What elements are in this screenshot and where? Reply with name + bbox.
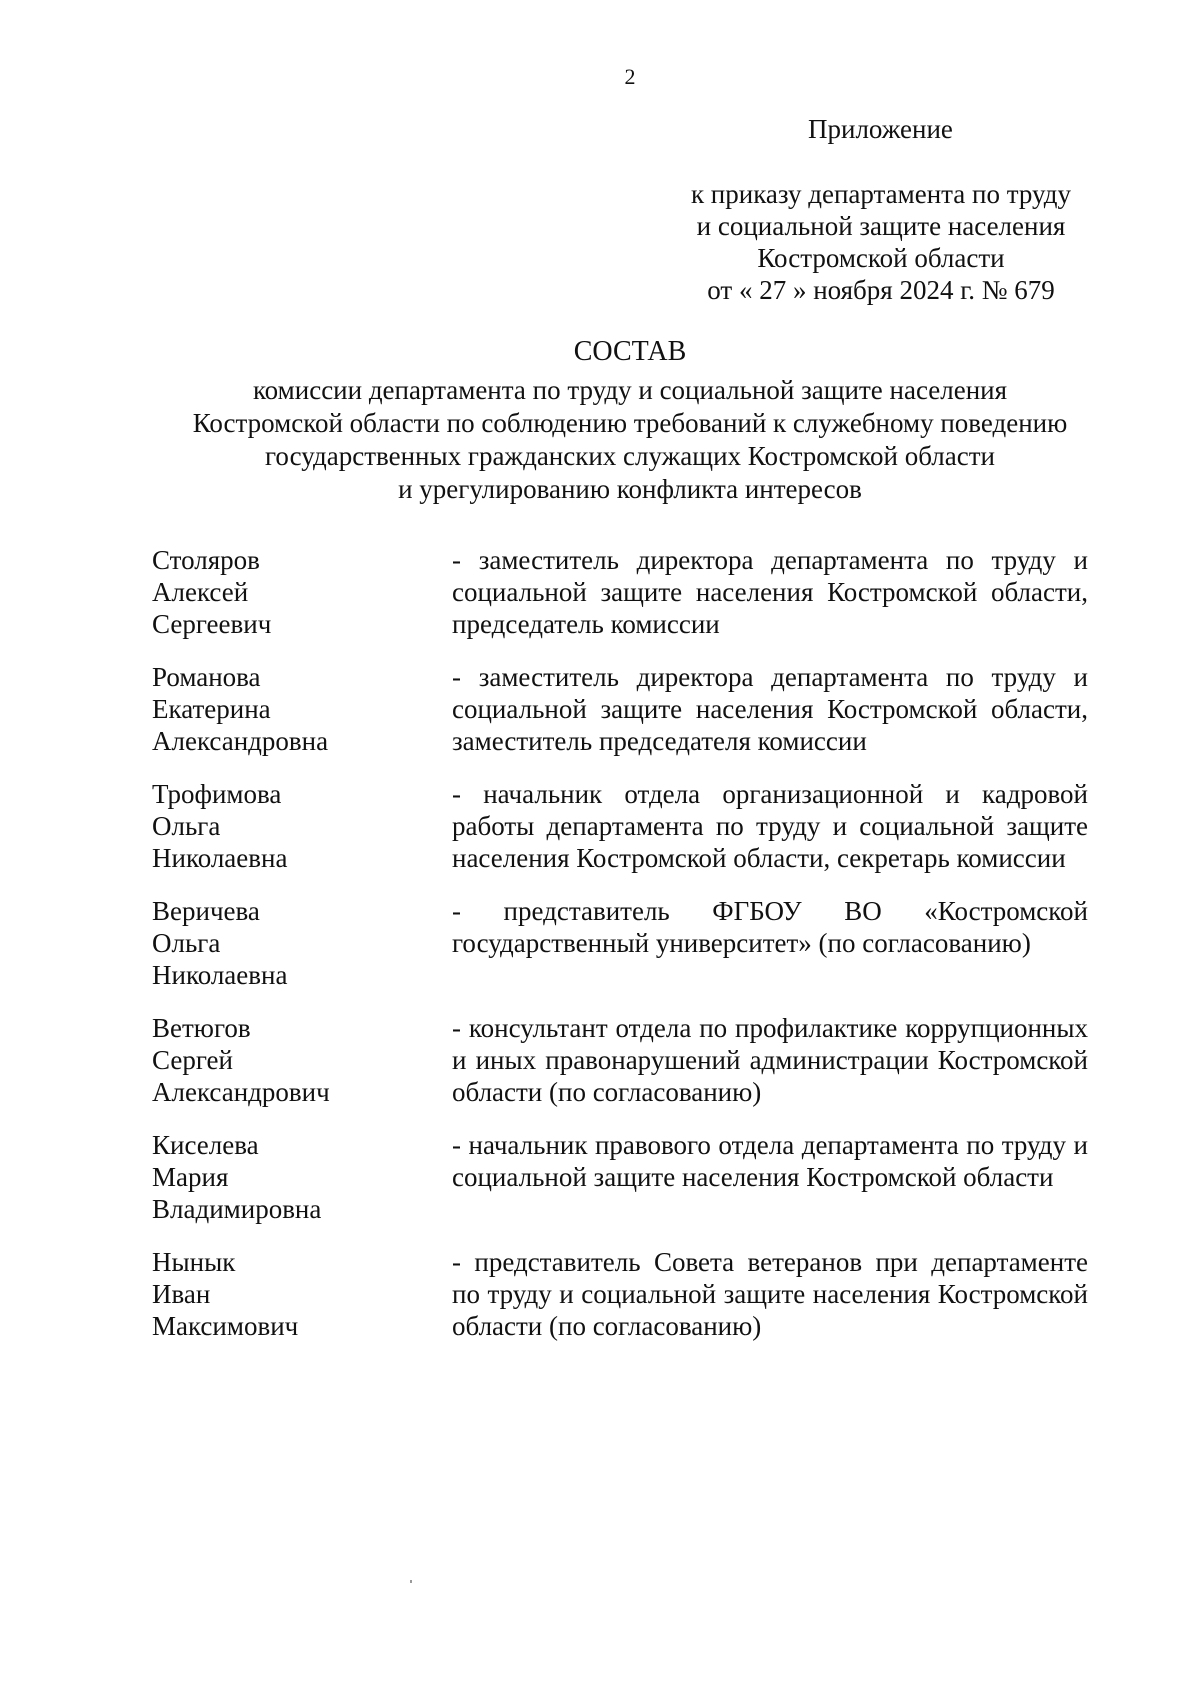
member-name [152, 778, 452, 874]
order-reference-line: Костромской области [757, 243, 1005, 273]
order-reference-line: к приказу департамента по труду [690, 179, 1072, 209]
member-role: - консультант отдела по профилактике коррупционных и иных правонарушений администрации Костромской области (по согласованию) [452, 1013, 1088, 1107]
member-first-name: Сергей [152, 1045, 233, 1075]
member-patronymic: Владимировна [152, 1194, 322, 1224]
member-role: - представитель ФГБОУ ВО «Костромской государственный университет» (по согласованию) [452, 896, 1088, 958]
member-row [152, 1246, 1088, 1342]
member-role: - заместитель директора департамента по труду и социальной защите населения Костромской области, заместитель председателя комиссии [452, 662, 1088, 756]
order-reference [666, 178, 1096, 306]
member-name [152, 1129, 452, 1225]
member-name [152, 544, 452, 640]
member-role: - начальник отдела организационной и кадровой работы департамента по труду и социальной защите населения Костромской области, секретарь комиссии [452, 779, 1088, 873]
member-row [152, 544, 1088, 640]
member-surname: Веричева [152, 896, 260, 926]
member-row [152, 1129, 1088, 1225]
subtitle-line: комиссии департамента по труду и социальной защите населения [252, 375, 1008, 405]
member-surname: Киселева [152, 1130, 259, 1160]
scan-artifact [410, 1580, 412, 1583]
subtitle-line: Костромской области по соблюдению требований к служебному поведению [192, 408, 1068, 438]
member-patronymic: Сергеевич [152, 609, 272, 639]
subtitle-line: государственных гражданских служащих Костромской области [265, 441, 995, 471]
member-first-name: Ольга [152, 811, 221, 841]
member-surname: Трофимова [152, 779, 282, 809]
member-role: - представитель Совета ветеранов при департаменте по труду и социальной защите населения Костромской области (по согласованию) [452, 1247, 1088, 1341]
member-name [152, 895, 452, 991]
member-surname: Нынык [152, 1247, 236, 1277]
member-patronymic: Александровна [152, 726, 329, 756]
member-patronymic: Максимович [152, 1311, 299, 1341]
document-title: СОСТАВ [573, 336, 687, 367]
member-patronymic: Николаевна [152, 843, 288, 873]
member-surname: Романова [152, 662, 261, 692]
member-row [152, 1012, 1088, 1108]
member-first-name: Алексей [152, 577, 249, 607]
member-first-name: Иван [152, 1279, 211, 1309]
member-patronymic: Александрович [152, 1077, 330, 1107]
member-first-name: Екатерина [152, 694, 271, 724]
member-surname: Ветюгов [152, 1013, 251, 1043]
page-number: 2 [624, 64, 636, 89]
member-row [152, 895, 1088, 991]
member-first-name: Мария [152, 1162, 229, 1192]
order-reference-line: и социальной защите населения [696, 211, 1066, 241]
member-row [152, 778, 1088, 874]
member-first-name: Ольга [152, 928, 221, 958]
commission-members-list [152, 544, 1088, 1363]
subtitle-line: и урегулированию конфликта интересов [398, 474, 862, 504]
member-name [152, 1246, 452, 1342]
member-role: - заместитель директора департамента по труду и социальной защите населения Костромской области, председатель комиссии [452, 545, 1088, 639]
document-subtitle [0, 374, 1200, 506]
member-patronymic: Николаевна [152, 960, 288, 990]
appendix-label: Приложение [808, 114, 953, 144]
member-surname: Столяров [152, 545, 260, 575]
member-name [152, 1012, 452, 1108]
order-reference-line: от « 27 » ноября 2024 г. № 679 [707, 275, 1055, 305]
member-name [152, 661, 452, 757]
member-role: - начальник правового отдела департамента по труду и социальной защите населения Костромской области [452, 1130, 1088, 1192]
member-row [152, 661, 1088, 757]
